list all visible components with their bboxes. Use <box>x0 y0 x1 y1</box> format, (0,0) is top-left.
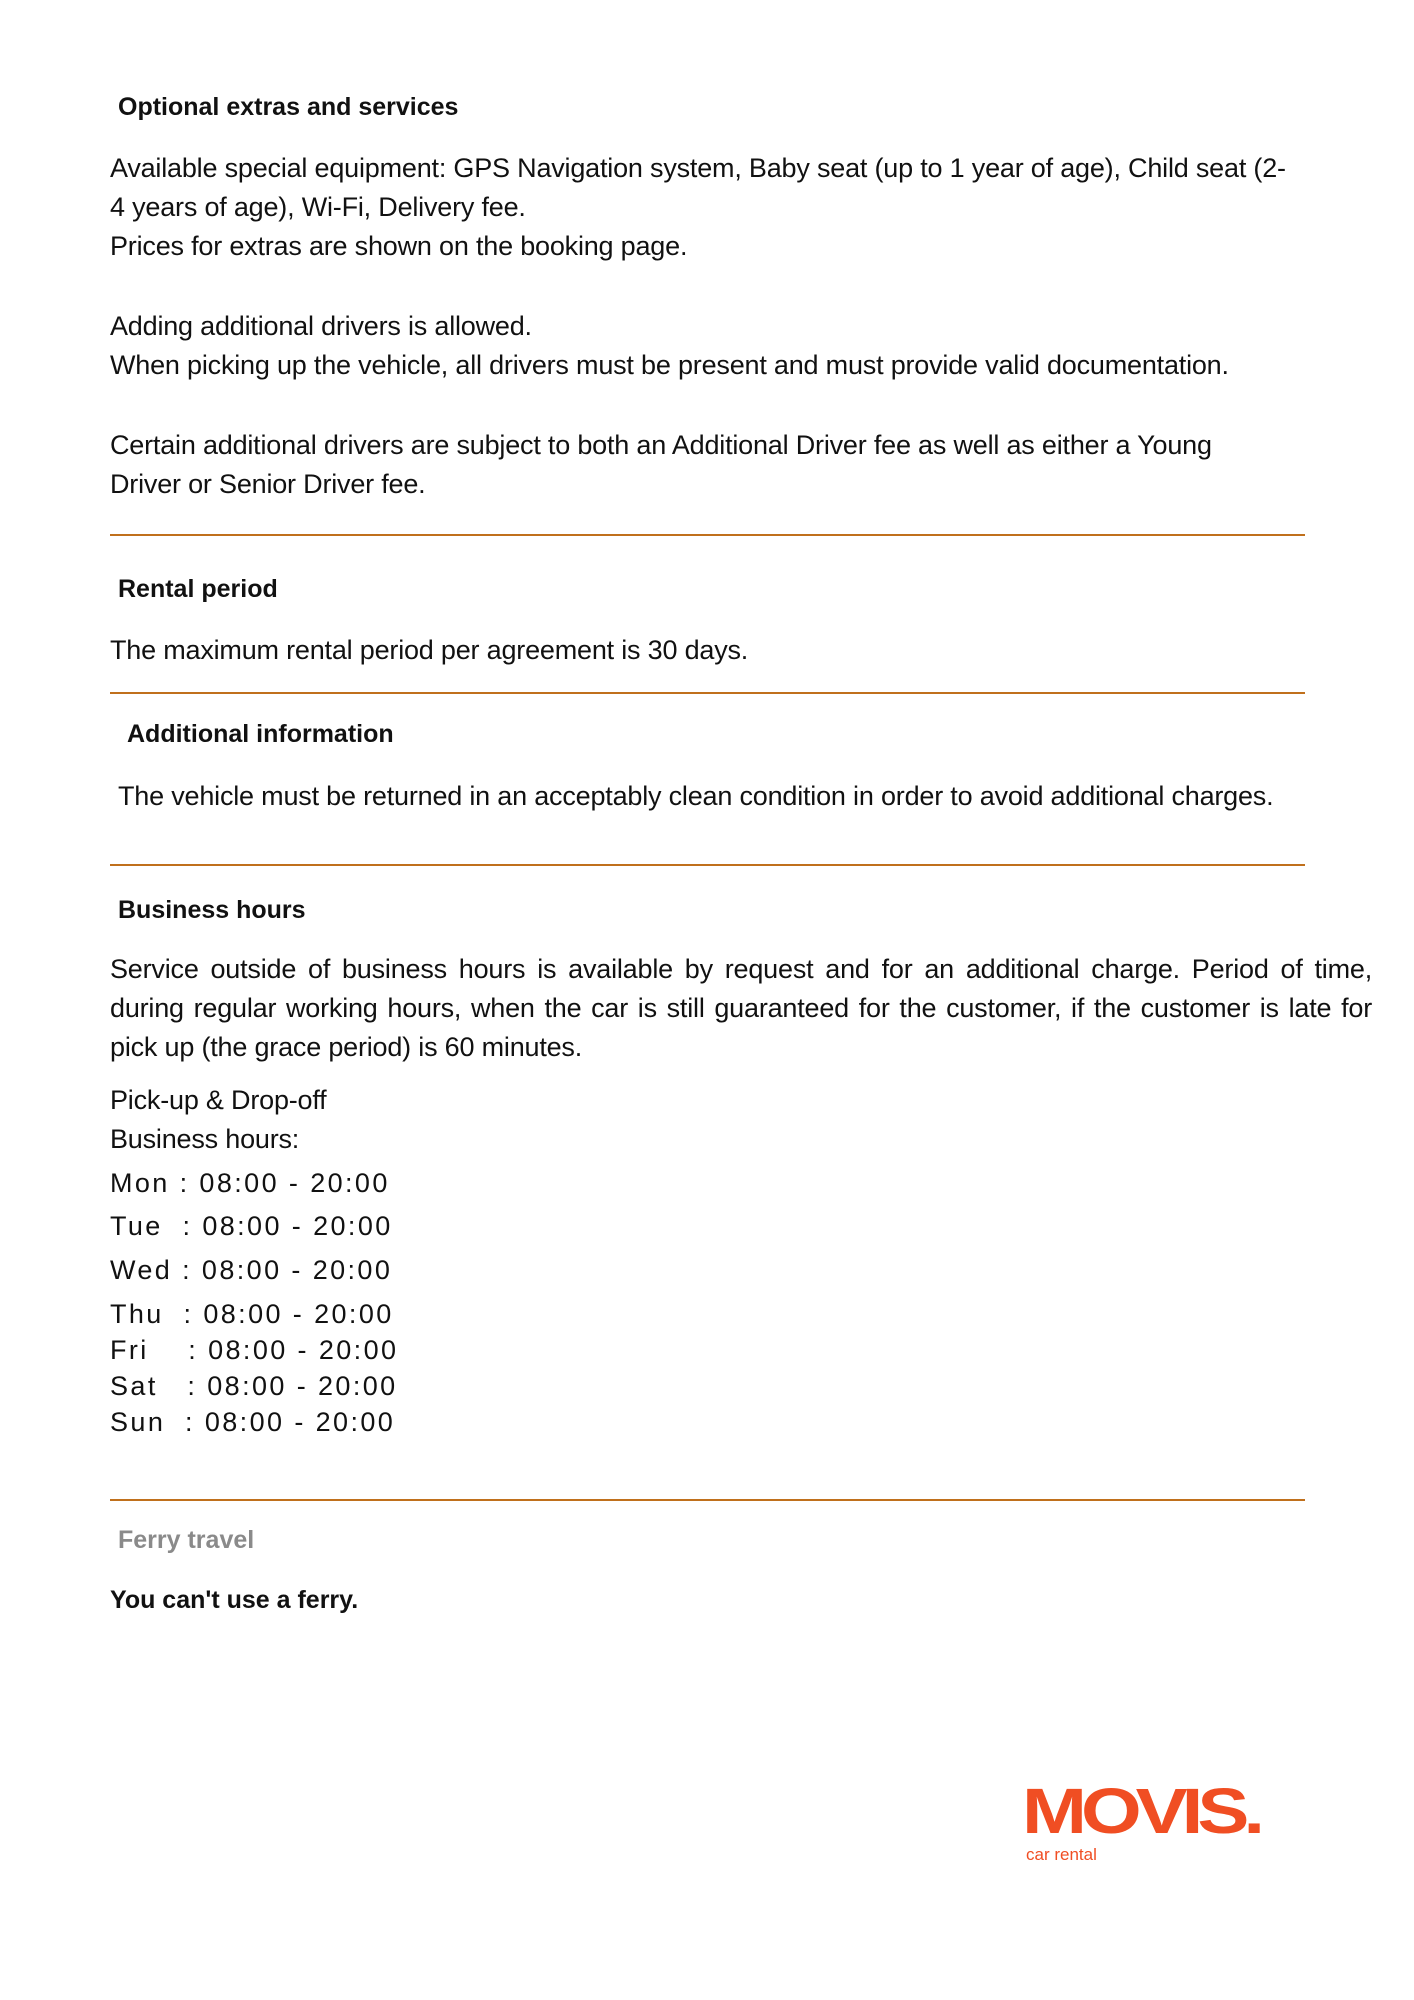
logo-tagline: car rental <box>1026 1845 1097 1864</box>
section-divider <box>110 1499 1305 1501</box>
extras-line-6: Certain additional drivers are subject to both an Additional Driver fee as well as either a Young <box>110 430 1212 460</box>
additional-information-text: The vehicle must be returned in an acceptably clean condition in order to avoid additional charges. <box>118 781 1274 811</box>
extras-line-4: Adding additional drivers is allowed. <box>110 311 532 341</box>
extras-line-7: Driver or Senior Driver fee. <box>110 469 426 499</box>
section-heading-rental-period: Rental period <box>118 575 278 603</box>
hours-row-mon: Mon : 08:00 - 20:00 <box>110 1168 390 1198</box>
extras-line-1: Available special equipment: GPS Navigation system, Baby seat (up to 1 year of age), Child seat (2- <box>110 153 1286 183</box>
pickup-dropoff-label: Pick-up & Drop-off <box>110 1085 327 1115</box>
section-divider <box>110 534 1305 536</box>
hours-row-sun: Sun : 08:00 - 20:00 <box>110 1407 396 1437</box>
hours-row-wed: Wed : 08:00 - 20:00 <box>110 1255 393 1285</box>
ferry-travel-text: You can't use a ferry. <box>110 1586 359 1614</box>
section-heading-additional-information: Additional information <box>127 720 394 748</box>
business-hours-description: Service outside of business hours is available by request and for an additional charge. Period of time, during regular working hours, when the car is still guaranteed for the customer, if the customer is late for pick up (the grace period) is 60 minutes. <box>110 954 1372 1062</box>
section-divider <box>110 692 1305 694</box>
section-heading-ferry-travel: Ferry travel <box>118 1526 255 1554</box>
logo-wordmark: MOVIS. <box>1022 1774 1260 1848</box>
hours-row-sat: Sat : 08:00 - 20:00 <box>110 1371 398 1401</box>
extras-line-3: Prices for extras are shown on the booking page. <box>110 231 688 261</box>
business-hours-label: Business hours: <box>110 1124 300 1154</box>
movis-logo <box>1022 1774 1302 1874</box>
hours-row-thu: Thu : 08:00 - 20:00 <box>110 1299 394 1329</box>
rental-period-text: The maximum rental period per agreement is 30 days. <box>110 635 749 665</box>
section-divider <box>110 864 1305 866</box>
hours-row-fri: Fri : 08:00 - 20:00 <box>110 1335 399 1365</box>
section-heading-business-hours: Business hours <box>118 896 306 924</box>
hours-row-tue: Tue : 08:00 - 20:00 <box>110 1211 393 1241</box>
extras-line-2: 4 years of age), Wi-Fi, Delivery fee. <box>110 192 526 222</box>
section-heading-optional-extras: Optional extras and services <box>118 93 459 121</box>
extras-line-5: When picking up the vehicle, all drivers must be present and must provide valid documentation. <box>110 350 1229 380</box>
